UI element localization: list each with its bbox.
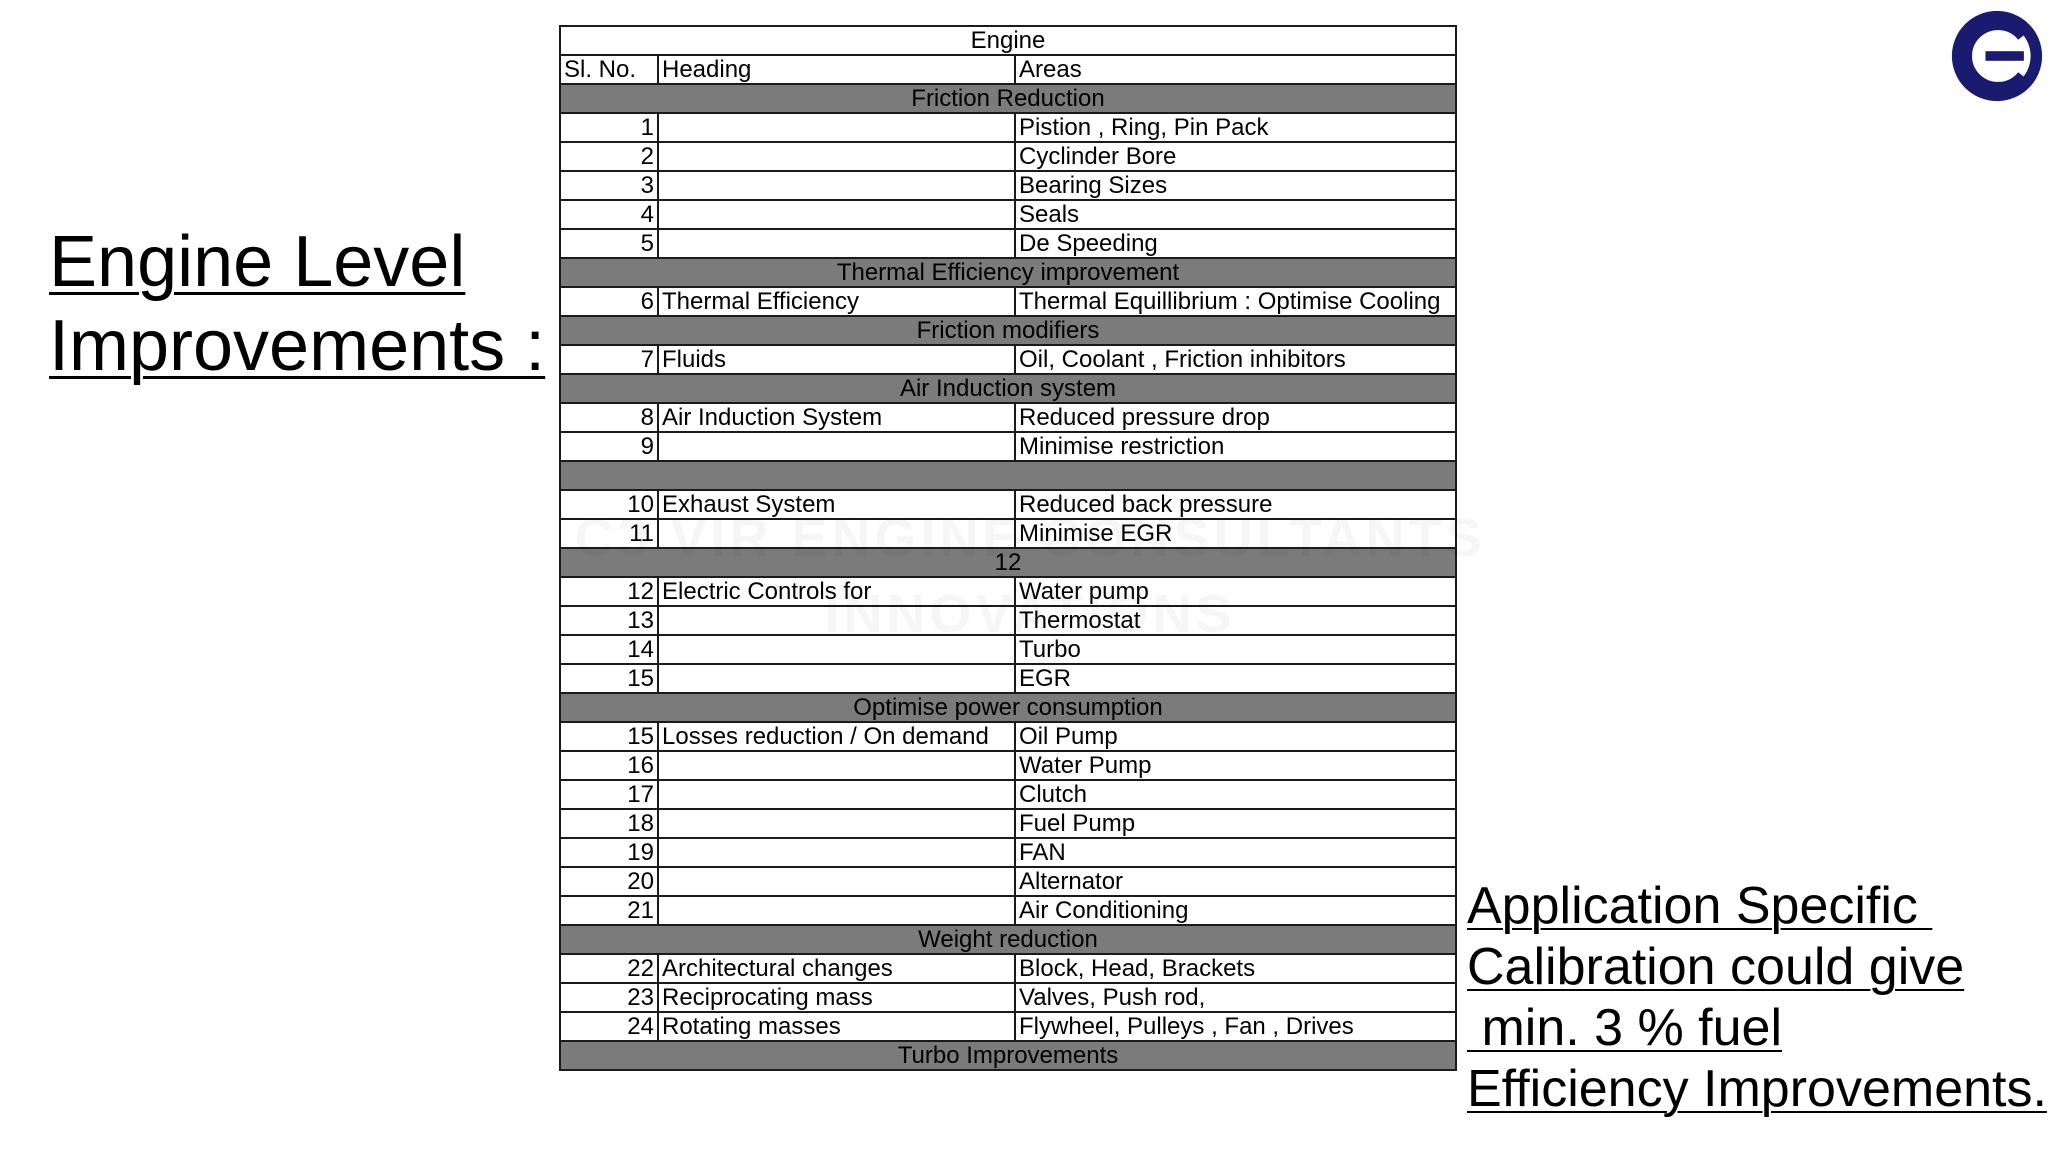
section-row	[560, 374, 1456, 403]
row-number: 8	[560, 403, 658, 432]
table-row	[560, 751, 1456, 780]
row-number: 22	[560, 954, 658, 983]
row-area: Thermal Equillibrium : Optimise Cooling	[1015, 287, 1456, 316]
row-heading	[658, 200, 1015, 229]
callout-text	[1467, 876, 2047, 1120]
row-heading	[658, 606, 1015, 635]
row-heading	[658, 432, 1015, 461]
table-row	[560, 780, 1456, 809]
row-heading: Fluids	[658, 345, 1015, 374]
row-number: 11	[560, 519, 658, 548]
row-area: Alternator	[1015, 867, 1456, 896]
section-row	[560, 461, 1456, 490]
table-row	[560, 664, 1456, 693]
section-row	[560, 693, 1456, 722]
row-heading: Electric Controls for	[658, 577, 1015, 606]
table-row	[560, 403, 1456, 432]
section-title: Friction modifiers	[560, 316, 1456, 345]
table-row	[560, 606, 1456, 635]
row-number: 2	[560, 142, 658, 171]
row-area: Oil Pump	[1015, 722, 1456, 751]
callout-line: min. 3 % fuel	[1467, 999, 1783, 1057]
section-row	[560, 84, 1456, 113]
section-title	[560, 461, 1456, 490]
row-area: FAN	[1015, 838, 1456, 867]
row-area: Minimise restriction	[1015, 432, 1456, 461]
table-row	[560, 113, 1456, 142]
row-area: Flywheel, Pulleys , Fan , Drives	[1015, 1012, 1456, 1041]
row-area: Block, Head, Brackets	[1015, 954, 1456, 983]
row-heading: Exhaust System	[658, 490, 1015, 519]
row-heading	[658, 896, 1015, 925]
table-row	[560, 838, 1456, 867]
table-row	[560, 809, 1456, 838]
row-heading	[658, 664, 1015, 693]
slide-title	[49, 220, 545, 388]
section-row	[560, 925, 1456, 954]
row-heading	[658, 142, 1015, 171]
row-heading	[658, 838, 1015, 867]
engine-improvements-table	[559, 25, 1457, 1071]
row-number: 21	[560, 896, 658, 925]
row-area: Water pump	[1015, 577, 1456, 606]
table-row	[560, 722, 1456, 751]
row-heading	[658, 751, 1015, 780]
row-area: Reduced back pressure	[1015, 490, 1456, 519]
table-row	[560, 983, 1456, 1012]
column-header-heading: Heading	[658, 55, 1015, 84]
section-title: Turbo Improvements	[560, 1041, 1456, 1070]
row-area: Fuel Pump	[1015, 809, 1456, 838]
row-area: Air Conditioning	[1015, 896, 1456, 925]
row-number: 15	[560, 722, 658, 751]
row-heading: Reciprocating mass	[658, 983, 1015, 1012]
table-row	[560, 635, 1456, 664]
c3-logo-icon	[1949, 8, 2045, 104]
row-heading	[658, 780, 1015, 809]
row-number: 17	[560, 780, 658, 809]
slide-title-line-2: Improvements :	[49, 306, 546, 386]
section-row	[560, 1041, 1456, 1070]
row-number: 23	[560, 983, 658, 1012]
section-row	[560, 316, 1456, 345]
row-heading: Air Induction System	[658, 403, 1015, 432]
callout-line: Application Specific	[1467, 877, 1933, 935]
row-area: Cyclinder Bore	[1015, 142, 1456, 171]
table-row	[560, 896, 1456, 925]
row-number: 6	[560, 287, 658, 316]
section-title: Air Induction system	[560, 374, 1456, 403]
table-row	[560, 490, 1456, 519]
section-title: Optimise power consumption	[560, 693, 1456, 722]
column-header-sl-no: Sl. No.	[560, 55, 658, 84]
column-header-areas: Areas	[1015, 55, 1456, 84]
row-area: Seals	[1015, 200, 1456, 229]
row-number: 19	[560, 838, 658, 867]
row-area: EGR	[1015, 664, 1456, 693]
section-title: Weight reduction	[560, 925, 1456, 954]
row-number: 7	[560, 345, 658, 374]
table-row	[560, 287, 1456, 316]
table-row	[560, 200, 1456, 229]
table-row	[560, 577, 1456, 606]
table-row	[560, 954, 1456, 983]
row-heading	[658, 635, 1015, 664]
row-heading	[658, 229, 1015, 258]
row-area: Bearing Sizes	[1015, 171, 1456, 200]
row-area: Clutch	[1015, 780, 1456, 809]
section-title: Friction Reduction	[560, 84, 1456, 113]
row-area: Thermostat	[1015, 606, 1456, 635]
row-area: Pistion , Ring, Pin Pack	[1015, 113, 1456, 142]
row-number: 10	[560, 490, 658, 519]
row-heading	[658, 809, 1015, 838]
row-number: 9	[560, 432, 658, 461]
row-number: 24	[560, 1012, 658, 1041]
row-number: 5	[560, 229, 658, 258]
section-row	[560, 258, 1456, 287]
row-number: 20	[560, 867, 658, 896]
row-number: 15	[560, 664, 658, 693]
row-heading	[658, 519, 1015, 548]
table-title: Engine	[560, 26, 1456, 55]
table-title-row	[560, 26, 1456, 55]
table-row	[560, 345, 1456, 374]
row-area: Oil, Coolant , Friction inhibitors	[1015, 345, 1456, 374]
row-area: Water Pump	[1015, 751, 1456, 780]
row-area: Valves, Push rod,	[1015, 983, 1456, 1012]
callout-line: Efficiency Improvements.	[1467, 1060, 2047, 1118]
row-number: 16	[560, 751, 658, 780]
row-heading: Architectural changes	[658, 954, 1015, 983]
table-row	[560, 171, 1456, 200]
table-row	[560, 229, 1456, 258]
row-number: 14	[560, 635, 658, 664]
row-number: 18	[560, 809, 658, 838]
row-heading: Losses reduction / On demand	[658, 722, 1015, 751]
row-number: 1	[560, 113, 658, 142]
row-number: 13	[560, 606, 658, 635]
slide-title-line-1: Engine Level	[49, 222, 466, 302]
row-heading	[658, 113, 1015, 142]
row-number: 12	[560, 577, 658, 606]
row-area: Turbo	[1015, 635, 1456, 664]
table-header-row	[560, 55, 1456, 84]
row-heading	[658, 867, 1015, 896]
row-heading: Thermal Efficiency	[658, 287, 1015, 316]
row-heading	[658, 171, 1015, 200]
row-area: Reduced pressure drop	[1015, 403, 1456, 432]
row-area: Minimise EGR	[1015, 519, 1456, 548]
callout-line: Calibration could give	[1467, 938, 1965, 996]
row-area: De Speeding	[1015, 229, 1456, 258]
table-row	[560, 142, 1456, 171]
table-row	[560, 1012, 1456, 1041]
section-row	[560, 548, 1456, 577]
table-row	[560, 519, 1456, 548]
row-number: 4	[560, 200, 658, 229]
table-row	[560, 867, 1456, 896]
row-number: 3	[560, 171, 658, 200]
section-title: 12	[560, 548, 1456, 577]
section-title: Thermal Efficiency improvement	[560, 258, 1456, 287]
table-row	[560, 432, 1456, 461]
row-heading: Rotating masses	[658, 1012, 1015, 1041]
